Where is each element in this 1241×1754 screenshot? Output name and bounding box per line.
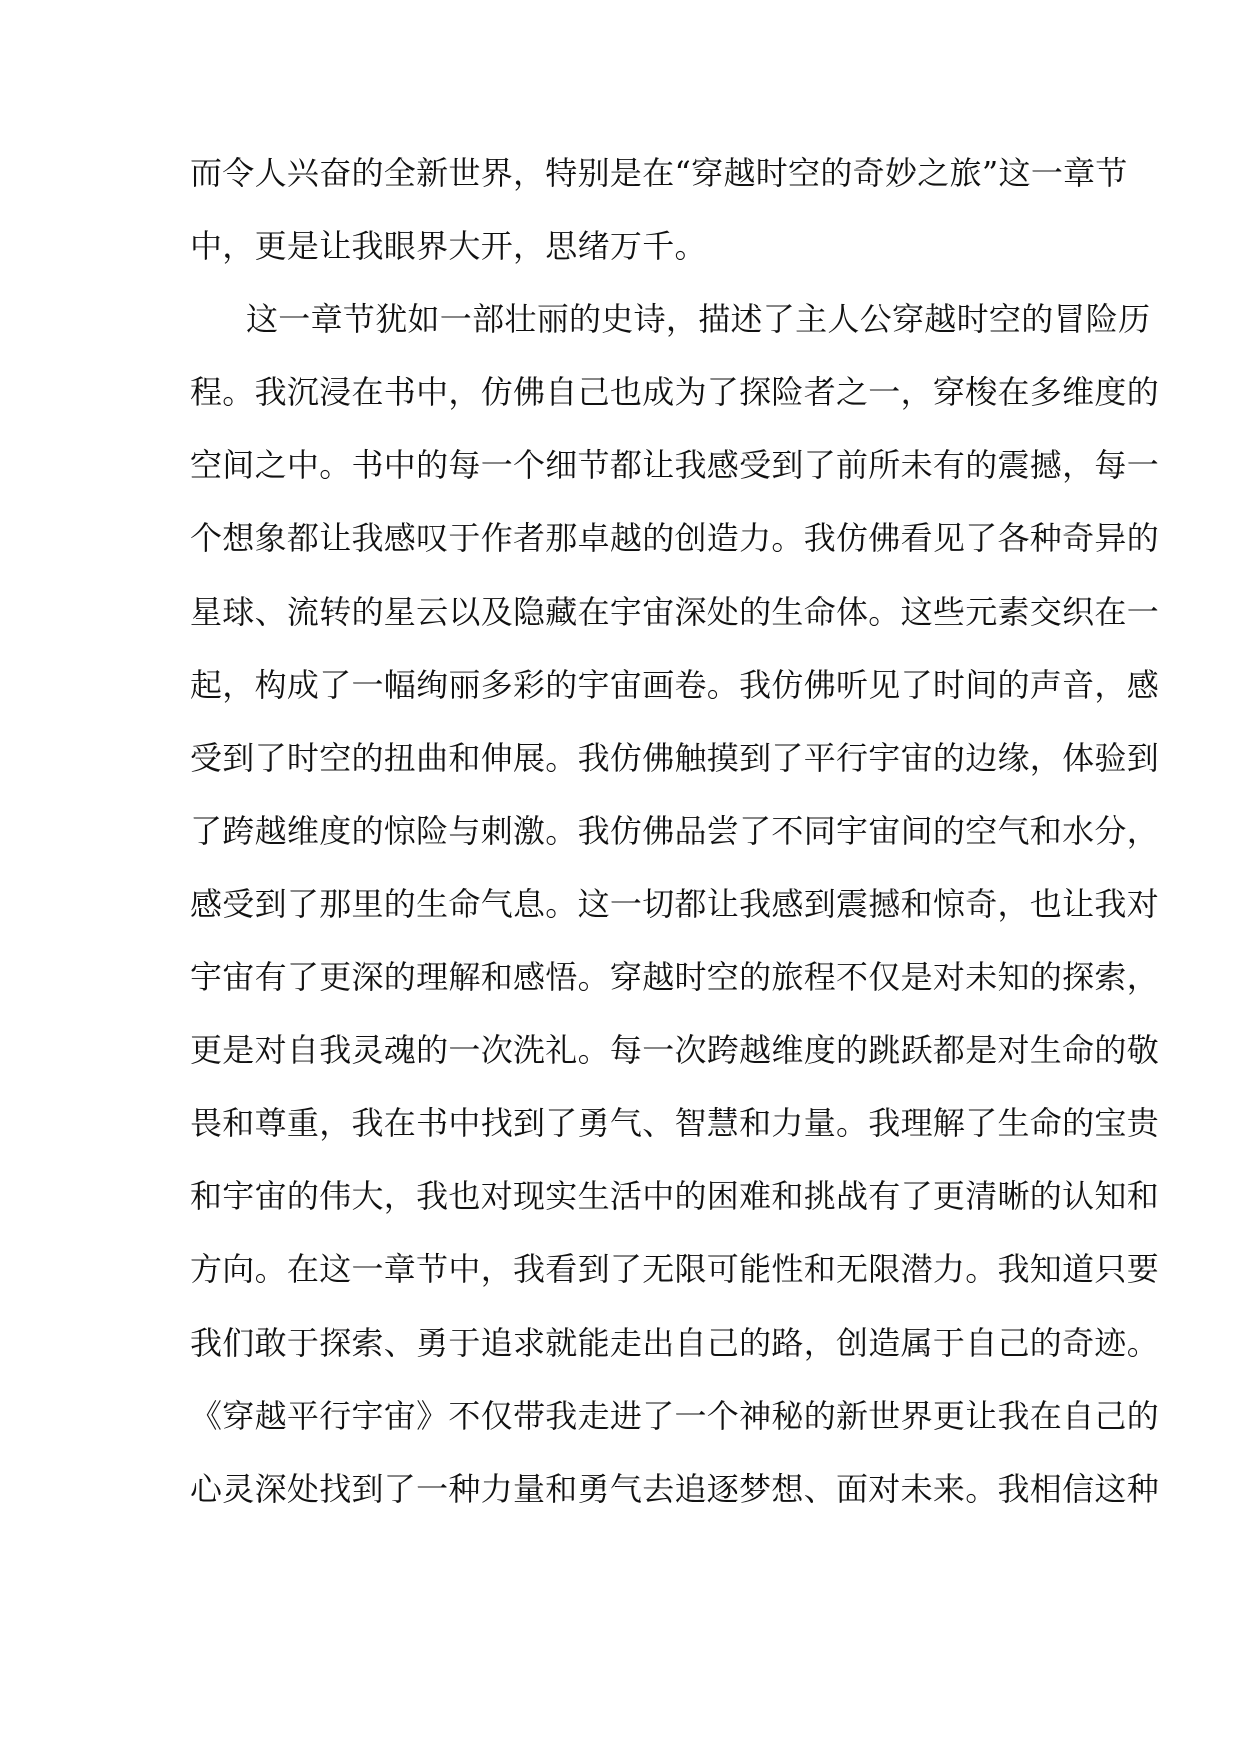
text-line: 而令人兴奋的全新世界，特别是在“穿越时空的奇妙之旅”这一章节 xyxy=(190,154,1128,192)
text-line: 我们敢于探索、勇于追求就能走出自己的路，创造属于自己的奇迹。 xyxy=(190,1323,1160,1362)
text-line: 宇宙有了更深的理解和感悟。穿越时空的旅程不仅是对未知的探索， xyxy=(190,958,1160,997)
text-line: 畏和尊重，我在书中找到了勇气、智慧和力量。我理解了生命的宝贵 xyxy=(190,1104,1160,1143)
text-line: 程。我沉浸在书中，仿佛自己也成为了探险者之一，穿梭在多维度的 xyxy=(190,373,1160,412)
text-line: 星球、流转的星云以及隐藏在宇宙深处的生命体。这些元素交织在一 xyxy=(190,592,1160,631)
text-line: 和宇宙的伟大，我也对现实生活中的困难和挑战有了更清晰的认知和 xyxy=(190,1177,1160,1216)
text-line: 受到了时空的扭曲和伸展。我仿佛触摸到了平行宇宙的边缘，体验到 xyxy=(190,738,1160,777)
text-line: 《穿越平行宇宙》不仅带我走进了一个神秘的新世界更让我在自己的 xyxy=(190,1396,1160,1435)
text-line: 了跨越维度的惊险与刺激。我仿佛品尝了不同宇宙间的空气和水分， xyxy=(190,811,1160,850)
text-line: 个想象都让我感叹于作者那卓越的创造力。我仿佛看见了各种奇异的 xyxy=(190,519,1160,558)
text-line: 更是对自我灵魂的一次洗礼。每一次跨越维度的跳跃都是对生命的敬 xyxy=(190,1031,1160,1070)
text-line: 心灵深处找到了一种力量和勇气去追逐梦想、面对未来。我相信这种 xyxy=(190,1469,1160,1508)
text-line: 空间之中。书中的每一个细节都让我感受到了前所未有的震撼，每一 xyxy=(190,446,1160,485)
body-text xyxy=(190,145,1160,1534)
text-line: 起，构成了一幅绚丽多彩的宇宙画卷。我仿佛听见了时间的声音，感 xyxy=(190,665,1160,704)
text-line: 方向。在这一章节中，我看到了无限可能性和无限潜力。我知道只要 xyxy=(190,1250,1160,1289)
paragraph-first-line: 这一章节犹如一部壮丽的史诗，描述了主人公穿越时空的冒险历 xyxy=(246,300,1151,339)
text-line: 感受到了那里的生命气息。这一切都让我感到震撼和惊奇，也让我对 xyxy=(190,884,1160,923)
text-line: 中，更是让我眼界大开，思绪万千。 xyxy=(190,227,707,266)
